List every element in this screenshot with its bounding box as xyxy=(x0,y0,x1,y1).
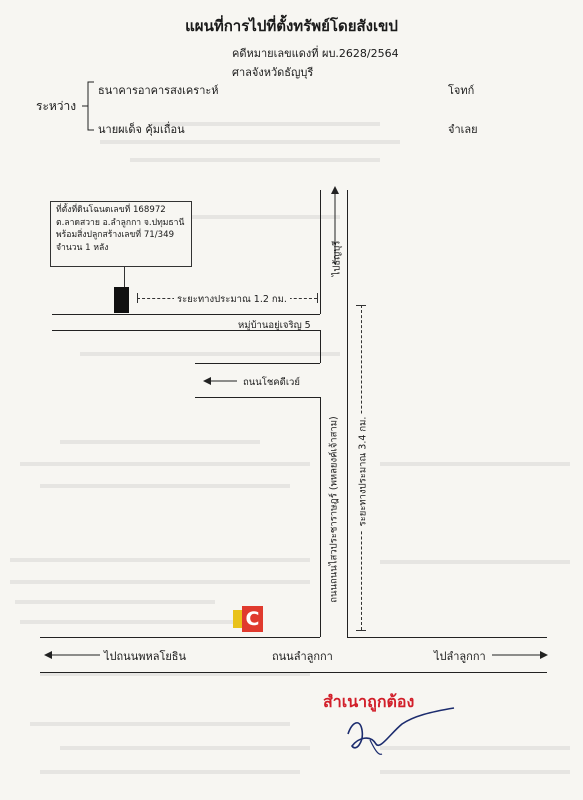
chokdee-road-label: ถนนโชคดีเวย์ xyxy=(243,377,300,388)
landmark-logo xyxy=(233,606,263,632)
lamlukka-road-top-right xyxy=(347,637,547,638)
lamlukka-arrow xyxy=(492,650,548,660)
page-title: แผนที่การไปที่ตั้งทรัพย์โดยสังเขป xyxy=(185,17,398,35)
to-thanyaburi-label: ไปธัญบุรี xyxy=(331,240,343,277)
court-name: ศาลจังหวัดธัญบุรี xyxy=(232,66,314,79)
case-number: คดีหมายเลขแดงที่ ผบ.2628/2564 xyxy=(232,47,399,60)
signature xyxy=(330,704,460,760)
distance-near-label: ระยะทางประมาณ 1.2 กม. xyxy=(174,294,290,305)
distance-main-tick-bottom xyxy=(356,630,366,631)
property-line-3: พร้อมสิ่งปลูกสร้างเลขที่ 71/349 xyxy=(56,230,175,240)
village-road-top-edge xyxy=(52,314,320,315)
party-bracket xyxy=(78,80,98,132)
distance-main-label: ระยะทางประมาณ 3.4 กม. xyxy=(358,414,369,530)
property-line-2: ต.ลาดสวาย อ.ลำลูกกา จ.ปทุมธานี xyxy=(56,217,185,228)
chokdee-road-top-edge xyxy=(195,363,320,364)
logo-letter: C xyxy=(242,606,263,632)
phahonyothin-arrow xyxy=(44,650,100,660)
property-marker xyxy=(114,287,129,313)
defendant-role: จำเลย xyxy=(448,123,478,136)
between-label: ระหว่าง xyxy=(36,99,77,113)
plaintiff-role: โจทก์ xyxy=(448,84,475,97)
to-phahonyothin-label: ไปถนนพหลโยธิน xyxy=(104,650,187,663)
village-label: หมู่บ้านอยู่เจริญ 5 xyxy=(238,320,311,331)
certified-copy-stamp: สำเนาถูกต้อง xyxy=(323,692,415,711)
property-callout xyxy=(50,201,192,267)
lamlukka-road-top-left xyxy=(40,637,320,638)
main-road-left-low xyxy=(320,397,321,637)
distance-near-tick-left xyxy=(137,293,138,303)
chokdee-arrow xyxy=(203,376,237,386)
defendant-name: นายผเด็จ คุ้มเถื่อน xyxy=(98,123,185,136)
lamlukka-road-bottom xyxy=(40,672,547,673)
to-lamlukka-label: ไปลำลูกกา xyxy=(434,650,486,663)
property-line-1: ที่ตั้งที่ดินโฉนดเลขที่ 168972 xyxy=(56,205,166,215)
plaintiff-name: ธนาคารอาคารสงเคราะห์ xyxy=(98,84,219,97)
callout-pointer xyxy=(124,267,125,287)
chokdee-road-bottom-edge xyxy=(195,397,320,398)
main-road-label: ถนนถนนไสวประชาราษฎร์ (พหลยงค์เจ้าสาม) xyxy=(328,416,340,603)
main-road-left-mid xyxy=(320,330,321,363)
main-road-right xyxy=(347,190,348,637)
main-road-left-top xyxy=(320,190,321,314)
distance-main-tick-top xyxy=(356,305,366,306)
property-line-4: จำนวน 1 หลัง xyxy=(56,242,109,253)
lamlukka-road-label: ถนนลำลูกกา xyxy=(272,650,333,663)
distance-near-tick-right xyxy=(317,293,318,303)
